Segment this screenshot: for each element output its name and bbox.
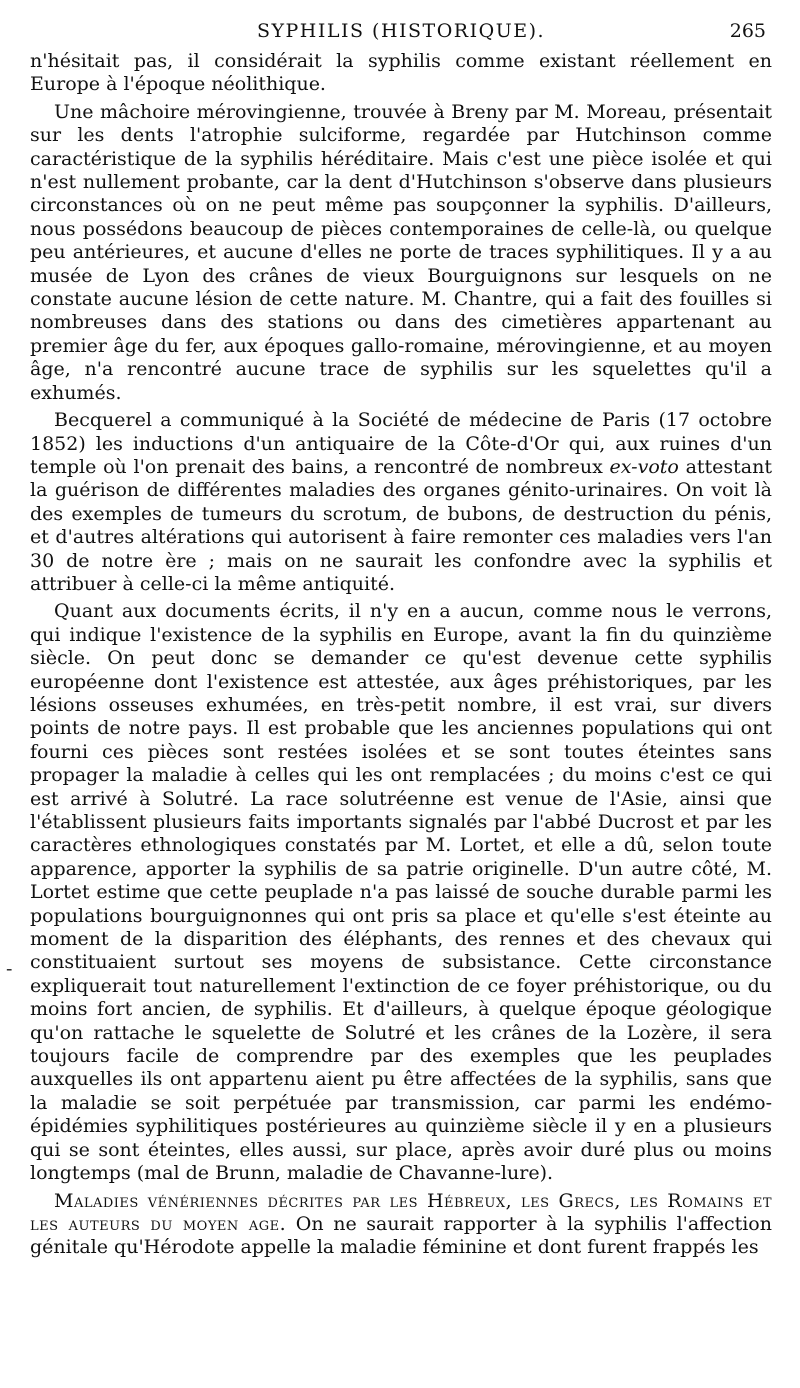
- paragraph-becquerel: [30, 409, 772, 596]
- paragraph-merovingian-jaw: Une mâchoire mérovingienne, trouvée à Breny par M. Moreau, présentait sur les dents l'atrophie sulciforme, regardée par Hutchinson comme caractéristique de la syphilis héréditaire. Mais c'est une pièce isolée et qui n'est nullement probante, car la dent d'Hutchinson s'observe dans plusieurs circonstances où on ne peut même pas soupçonner la syphilis. D'ailleurs, nous possédons beaucoup de pièces contemporaines de celle-là, ou quelque peu antérieures, et aucune d'elles ne porte de traces syphilitiques. Il y a au musée de Lyon des crânes de vieux Bourguignons sur lesquels on ne constate aucune lésion de cette nature. M. Chantre, qui a fait des fouilles si nombreuses dans des stations ou dans des cimetières appartenant au premier âge du fer, aux époques gallo-romaine, mérovingienne, et au moyen âge, n'a rencontré aucune trace de syphilis sur les squelettes qu'il a exhumés.: [30, 100, 772, 404]
- paragraph-becquerel-text-2: attestant la guérison de différentes maladies des organes génito-urinaires. On voit là des exemples de tumeurs du scrotum, de bubons, de destruction du pénis, et d'autres altérations qui autorisent à faire remonter ces maladies vers l'an 30 de notre ère ; mais on ne saurait les confondre avec la syphilis et attribuer à celle-ci la même antiquité.: [30, 455, 772, 595]
- paragraph-venereal-diseases: [30, 1190, 772, 1260]
- paragraph-continuation: n'hésitait pas, il considérait la syphilis comme existant réellement en Europe à l'époque néolithique.: [30, 50, 772, 96]
- book-page: [30, 14, 772, 1380]
- paragraph-venereal-text: On ne saurait rapporter à la syphilis l'affection génitale qu'Hérodote appelle la maladie féminine et dont furent frappés les: [30, 1212, 772, 1259]
- paragraph-written-documents: Quant aux documents écrits, il n'y en a aucun, comme nous le verrons, qui indique l'existence de la syphilis en Europe, avant la fin du quinzième siècle. On peut donc se demander ce qu'est devenue cette syphilis européenne dont l'existence est attestée, aux âges préhistoriques, par les lésions osseuses exhumées, en très-petit nombre, il est vrai, sur divers points de notre pays. Il est probable que les anciennes populations qui ont fourni ces pièces sont restées isolées et se sont toutes éteintes sans propager la maladie à celles qui les ont remplacées ; du moins c'est ce qui est arrivé à Solutré. La race solutréenne est venue de l'Asie, ainsi que l'établissent plusieurs faits importants signalés par l'abbé Ducrost et par les caractères ethnologiques constatés par M. Lortet, et elle a dû, selon toute apparence, apporter la syphilis de sa patrie originelle. D'un autre côté, M. Lortet estime que cette peuplade n'a pas laissé de souche durable parmi les populations bourguignonnes qui ont pris sa place et qu'elle s'est éteinte au moment de la disparition des éléphants, des rennes et des chevaux qui constituaient surtout ses moyens de subsistance. Cette circonstance expliquerait tout naturellement l'extinction de ce foyer préhistorique, ou du moins fort ancien, de syphilis. Et d'ailleurs, à quelque époque géologique qu'on rattache le squelette de Solutré et les crânes de la Lozère, il sera toujours facile de comprendre par des exemples que les peuplades auxquelles ils ont appartenu aient pu être affectées de la syphilis, sans que la maladie se soit perpétuée par transmission, car parmi les endémo-épidémies syphilitiques postérieures au quinzième siècle il y en a plusieurs qui se sont éteintes, elles aussi, sur place, après avoir duré plus ou moins longtemps (mal de Brunn, maladie de Chavanne-lure).: [30, 600, 772, 1185]
- paragraph-becquerel-text-1: Becquerel a communiqué à la Société de médecine de Paris (17 octobre 1852) les inductions d'un antiquaire de la Côte-d'Or qui, aux ruines d'un temple où l'on prenait des bains, a rencontré de nombreux: [30, 409, 772, 478]
- italic-ex-voto: ex-voto: [609, 455, 679, 478]
- margin-mark: -: [6, 958, 13, 980]
- page-number: 265: [729, 20, 766, 42]
- section-heading: Maladies vénériennes décrites par les Hébreux, les Grecs, les Romains et les auteurs du moyen age.: [30, 1189, 772, 1235]
- running-head: [30, 14, 772, 48]
- running-title: SYPHILIS (HISTORIQUE).: [256, 20, 546, 42]
- body-text: [30, 50, 772, 1260]
